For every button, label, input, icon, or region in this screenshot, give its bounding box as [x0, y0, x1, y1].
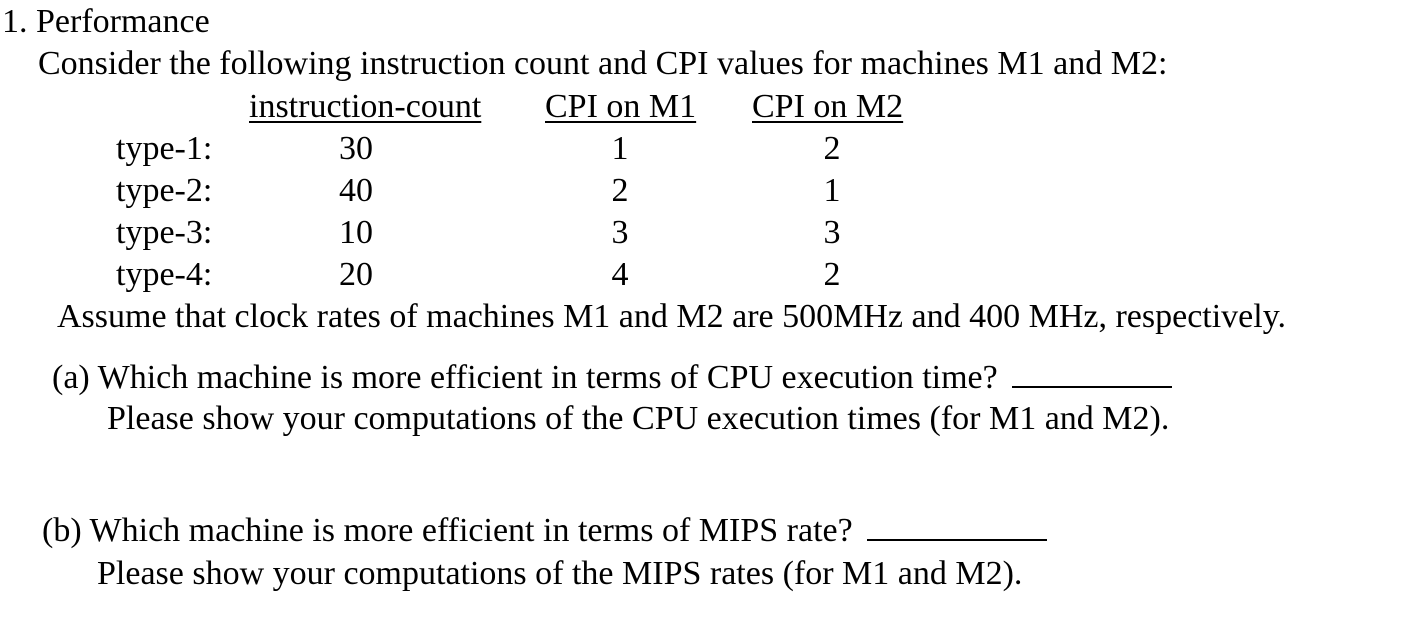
header-cpi-m1: CPI on M1: [545, 88, 697, 125]
answer-blank-a[interactable]: [1012, 360, 1172, 388]
section-heading: 1. Performance: [2, 3, 210, 40]
answer-blank-b[interactable]: [867, 513, 1047, 541]
row-type-label: type-3:: [116, 214, 213, 251]
row-instruction-count: 10: [339, 214, 373, 251]
assumption-text: Assume that clock rates of machines M1 and M2 are 500MHz and 400 MHz, respectively.: [57, 298, 1287, 335]
header-cpi-m2: CPI on M2: [752, 88, 904, 125]
intro-text: Consider the following instruction count and CPI values for machines M1 and M2:: [38, 45, 1168, 82]
row-cpi-m1: 1: [611, 130, 629, 167]
row-cpi-m2: 2: [823, 130, 841, 167]
row-type-label: type-2:: [116, 172, 213, 209]
row-cpi-m2: 1: [823, 172, 841, 209]
row-type-label: type-4:: [116, 256, 213, 293]
question-b-text: (b) Which machine is more efficient in terms of MIPS rate?: [42, 512, 853, 549]
row-cpi-m1: 2: [611, 172, 629, 209]
row-instruction-count: 20: [339, 256, 373, 293]
row-type-label: type-1:: [116, 130, 213, 167]
row-cpi-m2: 2: [823, 256, 841, 293]
header-instruction-count: instruction-count: [249, 88, 482, 125]
row-instruction-count: 30: [339, 130, 373, 167]
question-b: [42, 513, 1047, 548]
question-a: [52, 360, 1172, 395]
row-instruction-count: 40: [339, 172, 373, 209]
question-a-instruction: Please show your computations of the CPU execution times (for M1 and M2).: [107, 400, 1170, 437]
row-cpi-m1: 4: [611, 256, 629, 293]
row-cpi-m2: 3: [823, 214, 841, 251]
row-cpi-m1: 3: [611, 214, 629, 251]
question-a-text: (a) Which machine is more efficient in terms of CPU execution time?: [52, 359, 998, 396]
question-b-instruction: Please show your computations of the MIPS rates (for M1 and M2).: [97, 555, 1023, 592]
